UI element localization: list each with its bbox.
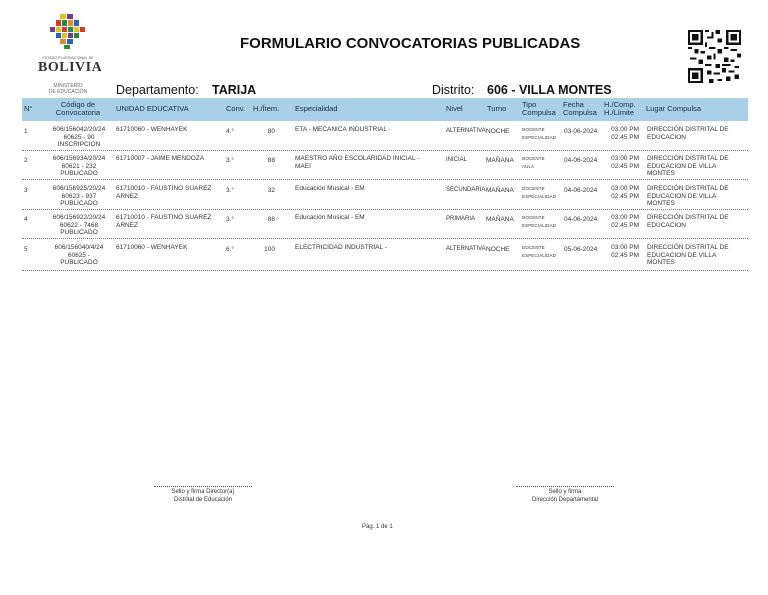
cell-unidad: 61710060 - WENHAYEK (116, 244, 188, 251)
cell-fecha: 04-06-2024 (564, 187, 598, 194)
cell-unidad: 61710010 - FAUSTINO SUAREZ ARNEZ (116, 214, 212, 229)
cell-horas: 88 (267, 216, 275, 223)
departamento-label: Departamento: (116, 83, 199, 97)
signature-left: Sello y firma Director(a) Distrital de Educación (171, 489, 235, 503)
cell-turno: MAÑANA (486, 216, 514, 223)
cell-turno: NOCHE (486, 128, 510, 135)
cell-hcomp: 03:00 PM 02:45 PM (611, 155, 639, 170)
cell-nivel: SECUNDARIA (446, 187, 486, 193)
cell-unidad: 61710007 - JAIME MENDOZA (116, 155, 205, 162)
cell-n: 3 (24, 187, 28, 194)
cell-nivel: PRIMARIA (446, 216, 476, 222)
col-lugar: Lugar Compulsa (646, 104, 702, 113)
signature-right: Sello y firma Dirección Departamental (531, 489, 599, 503)
col-conv: Conv. (226, 104, 246, 113)
table-header (22, 98, 748, 121)
cell-fecha: 04-06-2024 (564, 157, 598, 164)
logo-country-text: BOLIVIA (38, 60, 103, 75)
distrito-label: Distrito: (432, 83, 475, 97)
cell-nivel: ALTERNATIVA (446, 246, 486, 252)
cell-lugar: DIRECCIÓN DISTRITAL DE EDUCACION (647, 126, 729, 141)
cell-horas: 80 (267, 128, 275, 135)
cell-hcomp: 03:00 PM 02:45 PM (611, 185, 639, 200)
logo-state-text: ESTADO PLURINACIONAL DE (42, 56, 94, 60)
cell-lugar: DIRECCIÓN DISTRITAL DE EDUCACION DE VILLA MONTES (647, 244, 729, 266)
cell-conv: 6.° (226, 246, 235, 253)
row-divider (22, 179, 748, 180)
cell-hcomp: 03:00 PM 02:45 PM (611, 126, 639, 141)
cell-unidad: 61710060 - WENHAYEK (116, 126, 188, 133)
row-divider (22, 150, 748, 151)
cell-n: 2 (24, 157, 28, 164)
bolivia-logo (38, 12, 103, 78)
cell-fecha: 05-06-2024 (564, 246, 598, 253)
row-divider (22, 270, 748, 271)
cell-especialidad: ETA - MECANICA INDUSTRIAL - (295, 126, 391, 133)
signature-line-left (154, 486, 252, 487)
cell-nivel: ALTERNATIVA (446, 128, 486, 134)
cell-lugar: DIRECCIÓN DISTRITAL DE EDUCACION DE VILLA MONTES (647, 185, 729, 207)
cell-conv: 3.° (226, 216, 235, 223)
cell-lugar: DIRECCIÓN DISTRITAL DE EDUCACION DE VILLA MONTES (647, 155, 729, 177)
cell-especialidad: MAESTRO AÑO ESCOLARIDAD INICIAL - MAEI (295, 155, 420, 170)
cell-nivel: INICIAL (446, 157, 468, 163)
cell-n: 4 (24, 216, 28, 223)
cell-conv: 4.° (226, 128, 235, 135)
page-number: Pág. 1 de 1 (362, 524, 393, 530)
cell-codigo: 606/156042/20/24 60625 - 90 INSCRIPCION (52, 126, 106, 148)
col-turno: Turno (487, 104, 507, 113)
cell-codigo: 606/156922/20/24 60622 - 7468 PUBLICADO (52, 214, 106, 236)
cell-tipo: DOCENTE ESPECIALIDAD (522, 215, 556, 228)
cell-tipo: DOCENTE ESPECIALIDAD (522, 186, 556, 199)
cell-conv: 3.° (226, 187, 235, 194)
cell-fecha: 04-06-2024 (564, 216, 598, 223)
cell-especialidad: Educación Musical - EM (295, 185, 365, 192)
page-title: FORMULARIO CONVOCATORIAS PUBLICADAS (240, 35, 581, 52)
cell-especialidad: ELECTRICIDAD INDUSTRIAL - (295, 244, 387, 251)
qr-code-icon (688, 30, 741, 83)
col-horas: H./Ítem. (253, 104, 280, 113)
cell-codigo: 606/156934/20/24 60621 - 232 PUBLICADO (52, 155, 106, 177)
col-hcomp: H./Comp. H./Límite (604, 100, 636, 117)
cell-fecha: 03-06-2024 (564, 128, 598, 135)
cell-turno: NOCHE (486, 246, 510, 253)
col-fecha: Fecha Compulsa (563, 100, 597, 117)
cell-n: 1 (24, 128, 28, 135)
cell-horas: 88 (267, 157, 275, 164)
bolivia-emblem-icon (48, 12, 86, 50)
cell-n: 5 (24, 246, 28, 253)
cell-horas: 100 (264, 246, 275, 253)
col-codigo: Código de Convocatoria (55, 100, 101, 117)
cell-tipo: DOCENTE ESPECIALIDAD (522, 127, 556, 140)
col-especialidad: Especialidad (295, 104, 338, 113)
col-unidad: UNIDAD EDUCATIVA (116, 104, 189, 113)
cell-tipo: DOCENTE AULA (522, 156, 545, 169)
cell-lugar: DIRECCIÓN DISTRITAL DE EDUCACION (647, 214, 729, 229)
ministry-label: MINISTERIO DE EDUCACIÓN (48, 83, 88, 95)
row-divider (22, 238, 748, 239)
cell-codigo: 606/156925/20/24 60623 - 937 PUBLICADO (52, 185, 106, 207)
cell-tipo: DOCENTE ESPECIALIDAD (522, 245, 556, 258)
col-n: N° (24, 104, 33, 113)
distrito-value: 606 - VILLA MONTES (487, 83, 612, 97)
cell-hcomp: 03:00 PM 02:45 PM (611, 214, 639, 229)
row-divider (22, 209, 748, 210)
signature-line-right (516, 486, 614, 487)
cell-hcomp: 03:00 PM 02:45 PM (611, 244, 639, 259)
cell-codigo: 606/156040/4/24 60625 - PUBLICADO (54, 244, 104, 266)
cell-conv: 3.° (226, 157, 235, 164)
col-nivel: Nivel (446, 104, 463, 113)
col-tipo: Tipo Compulsa (522, 100, 556, 117)
cell-turno: MAÑANA (486, 157, 514, 164)
cell-horas: 32 (267, 187, 275, 194)
cell-especialidad: Educación Musical - EM (295, 214, 365, 221)
departamento-value: TARIJA (212, 83, 257, 97)
cell-turno: MAÑANA (486, 187, 514, 194)
cell-unidad: 61710010 - FAUSTINO SUAREZ ARNEZ (116, 185, 212, 200)
